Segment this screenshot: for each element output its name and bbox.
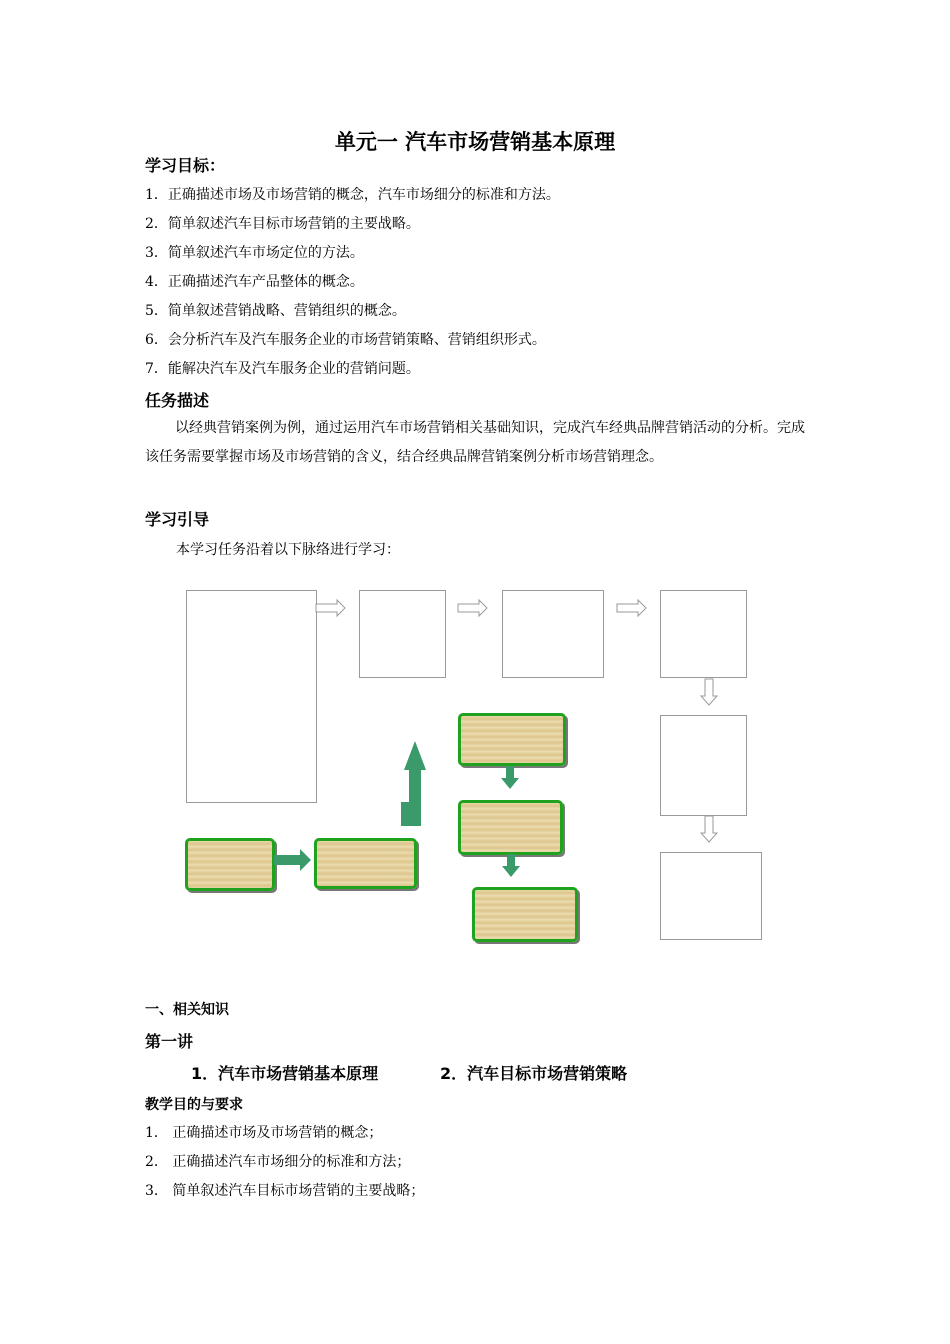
teaching-item: 2． 正确描述汽车市场细分的标准和方法； — [145, 1154, 411, 1170]
arrow-down-icon — [502, 854, 520, 877]
lecture-heading: 第一讲 — [145, 1032, 194, 1051]
objective-item: 1．正确描述市场及市场营销的概念，汽车市场细分的标准和方法。 — [145, 187, 560, 203]
section-heading: 一、相关知识 — [145, 1002, 229, 1018]
arrow-up-icon — [401, 741, 426, 826]
task-paragraph: 以经典营销案例为例，通过运用汽车市场营销相关基础知识，完成汽车经典品牌营销活动的分析。完成该任务需要掌握市场及市场营销的含义，结合经典品牌营销案例分析市场营销理念。 — [145, 420, 805, 465]
guide-text: 本学习任务沿着以下脉络进行学习： — [176, 542, 400, 558]
arrow-right-icon — [316, 600, 345, 616]
objective-item: 3．简单叙述汽车市场定位的方法。 — [145, 245, 364, 261]
guide-heading: 学习引导 — [145, 510, 210, 529]
teaching-item: 1． 正确描述市场及市场营销的概念； — [145, 1125, 383, 1141]
teaching-item: 3． 简单叙述汽车目标市场营销的主要战略； — [145, 1183, 425, 1199]
page-title: 单元一 汽车市场营销基本原理 — [334, 130, 616, 154]
task-heading: 任务描述 — [145, 391, 210, 410]
arrow-down-icon — [701, 816, 717, 842]
objectives-heading: 学习目标： — [145, 156, 226, 175]
arrow-right-icon — [617, 600, 646, 616]
objective-item: 5．简单叙述营销战略、营销组织的概念。 — [145, 303, 406, 319]
arrow-down-icon — [701, 679, 717, 705]
arrow-right-icon — [458, 600, 487, 616]
arrow-down-icon — [501, 766, 519, 789]
objective-item: 4．正确描述汽车产品整体的概念。 — [145, 274, 364, 290]
topic-2: 2．汽车目标市场营销策略 — [440, 1064, 628, 1083]
topic-1: 1．汽车市场营销基本原理 — [191, 1064, 379, 1083]
objective-item: 2．简单叙述汽车目标市场营销的主要战略。 — [145, 216, 420, 232]
objective-item: 6．会分析汽车及汽车服务企业的市场营销策略、营销组织形式。 — [145, 332, 546, 348]
teaching-heading: 教学目的与要求 — [145, 1097, 243, 1113]
arrow-right-icon — [274, 849, 311, 871]
objective-item: 7．能解决汽车及汽车服务企业的营销问题。 — [145, 361, 420, 377]
